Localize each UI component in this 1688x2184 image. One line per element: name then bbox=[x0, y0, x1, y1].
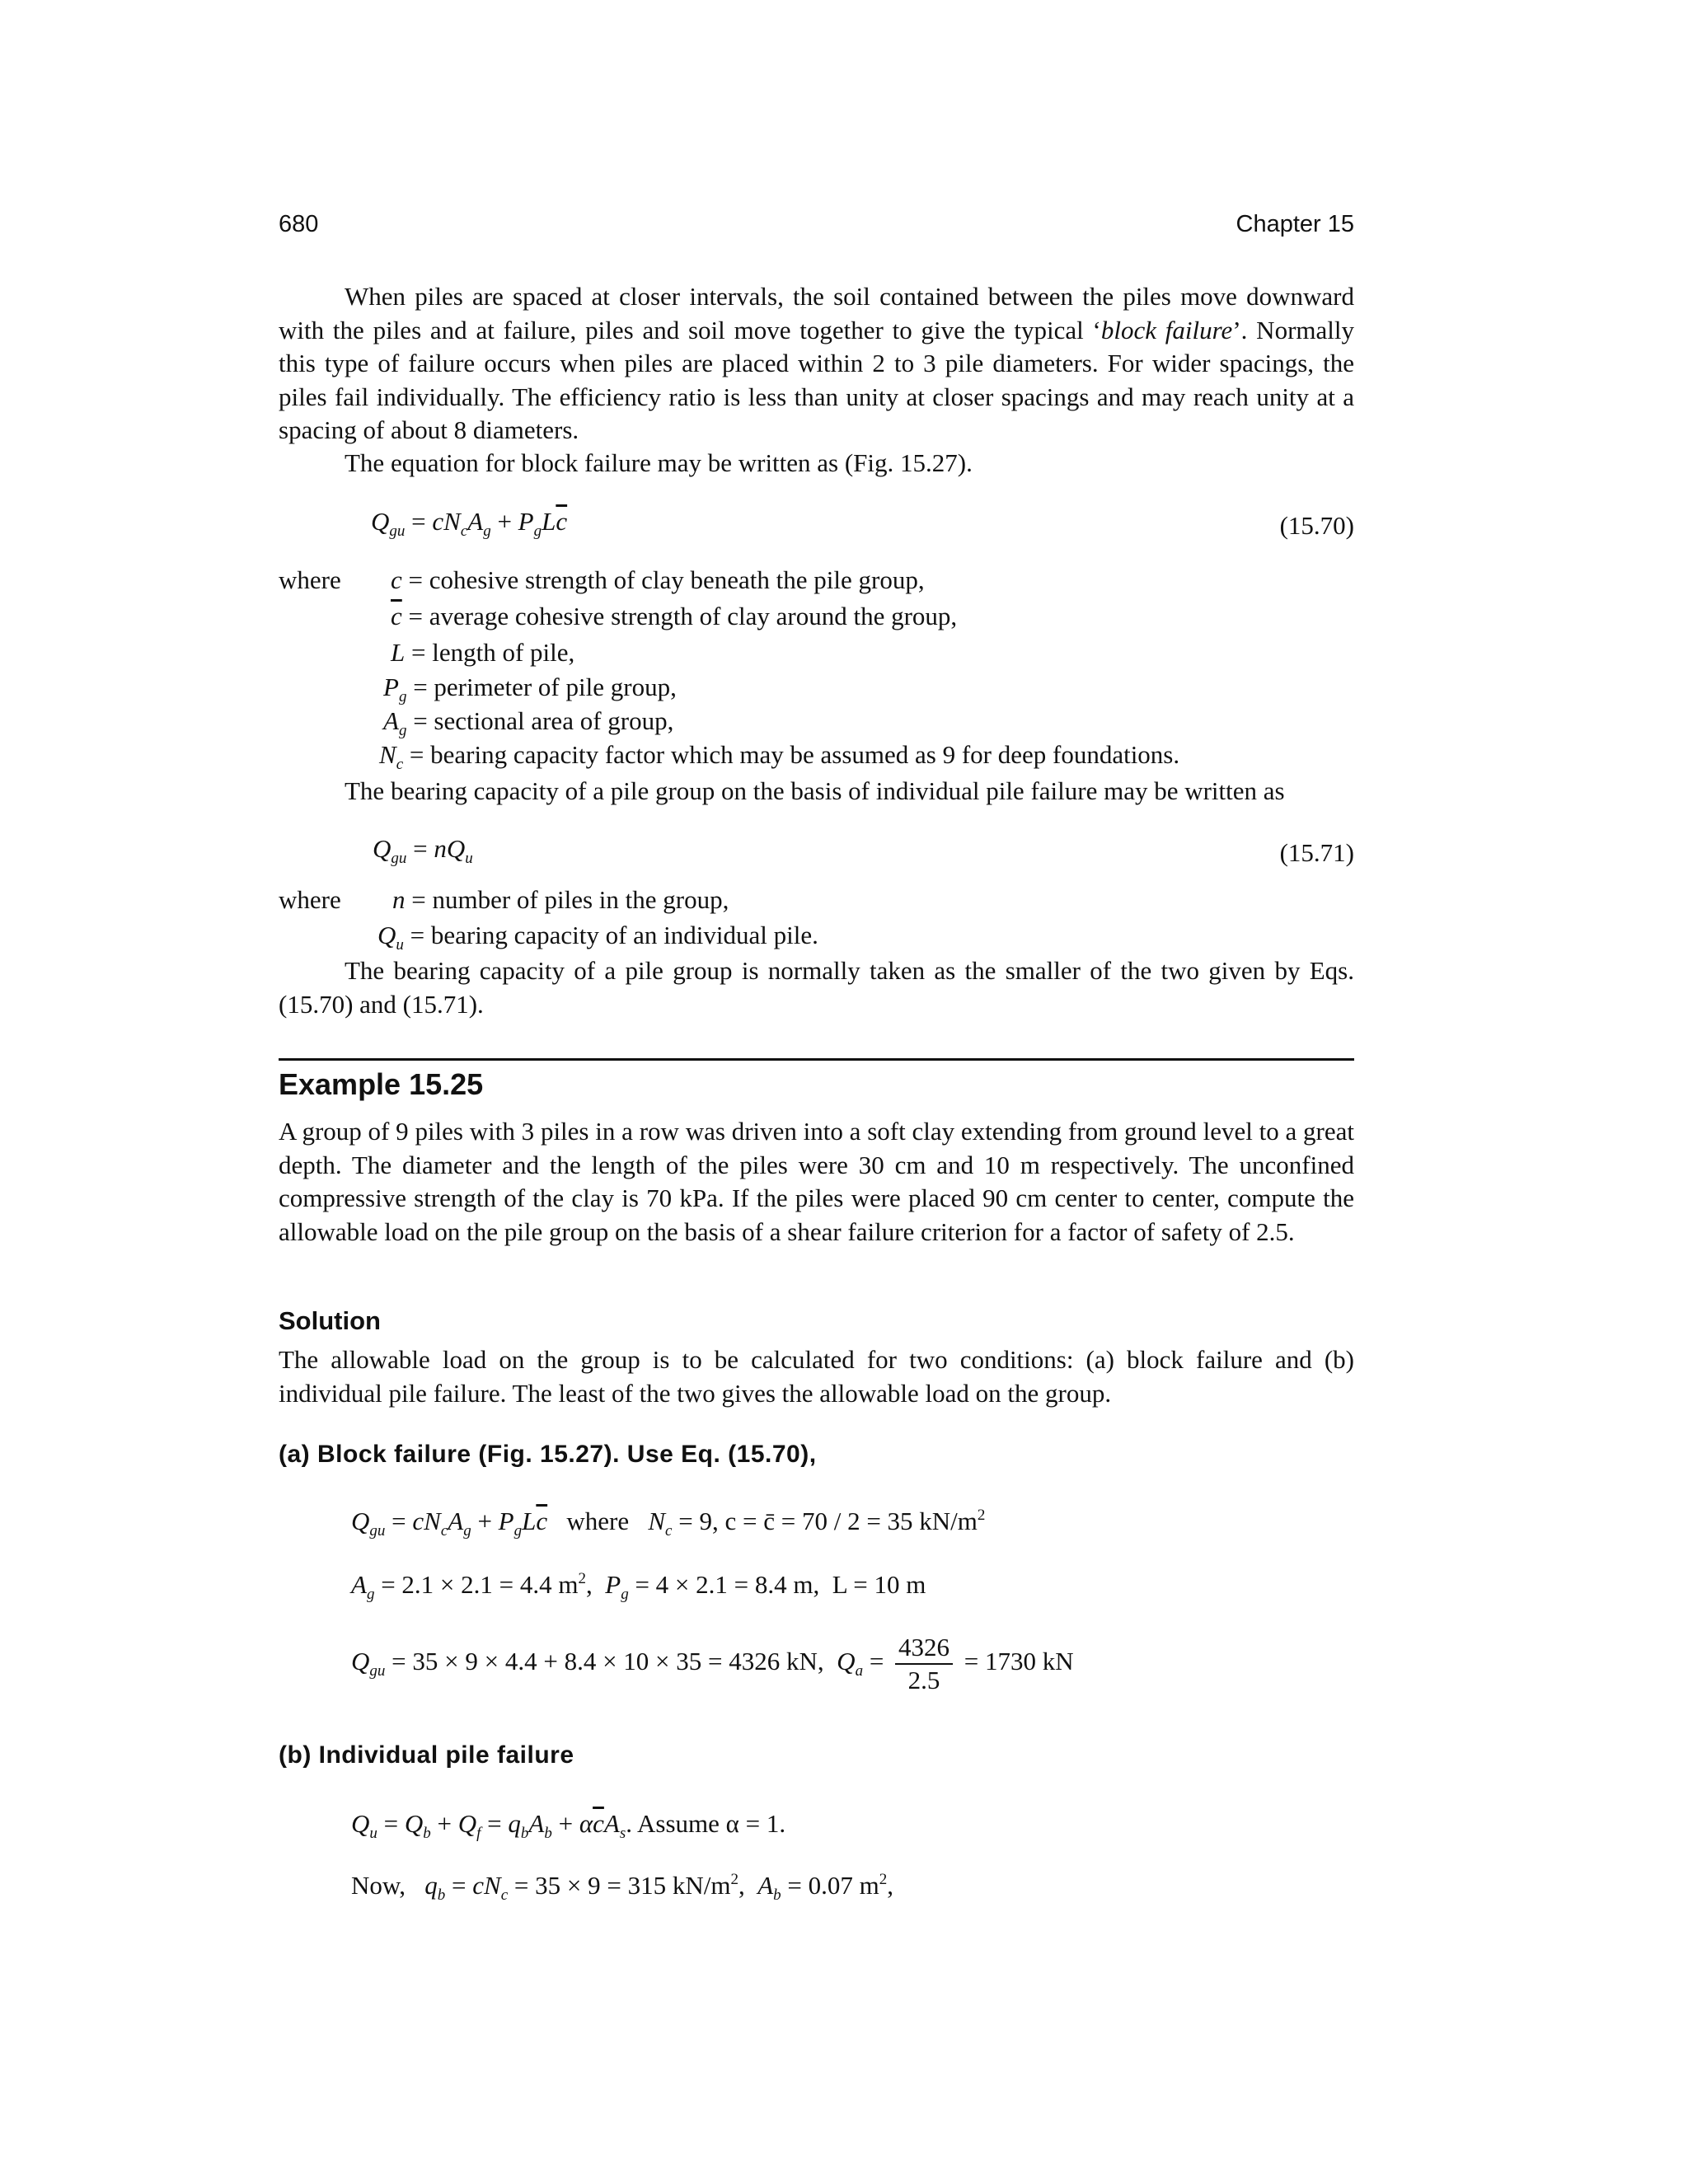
allowable-fraction: $\frac{4326}{2.5}$ bbox=[895, 1632, 953, 1696]
section-rule bbox=[279, 1058, 1354, 1061]
page-number: 680 bbox=[279, 211, 319, 237]
definition-c-bar: $\overline{c}$ = average cohesive strength of clay around the group, bbox=[391, 602, 958, 630]
individual-capacity-equation: $Q_u = Q_b + Q_f = q_bA_b + \alpha\overline{c}A_s$. Assume α = 1. bbox=[351, 1809, 786, 1842]
definition-qu: $Q_u$ = bearing capacity of an individual pile. bbox=[377, 921, 818, 954]
equation-number: (15.70) bbox=[1279, 511, 1354, 540]
where-label: where bbox=[279, 565, 341, 594]
block-capacity-line: $Q_{gu} = 35 \times 9 \times 4.4 + 8.4 \times 10 \times 35 = 4326$ kN, $Q_a$ = $\frac{4326}{2.5}$ = 1730 kN bbox=[351, 1633, 1074, 1694]
definition-ag: $A_g$ = sectional area of group, bbox=[383, 706, 674, 739]
example-text: A group of 9 piles with 3 piles in a row was driven into a soft clay extending from ground level to a great depth. The diameter and the length of the piles were 30 cm and 10 m respectively. The unconfined compressive strength of the clay is 70 kPa. If the piles were placed 90 cm center to center, compute the allowable load on the pile group on the basis of a shear failure criterion for a factor of safety of 2.5. bbox=[279, 1117, 1354, 1246]
equation-number-2: (15.71) bbox=[1279, 838, 1354, 867]
solution-title: Solution bbox=[279, 1306, 381, 1335]
definition-pg: $P_g$ = perimeter of pile group, bbox=[383, 673, 677, 705]
block-failure-equation: $Q_{gu} = cN_cA_g + P_gL\overline{c}$ where $N_c = 9$, c = c̄ = 70 / 2 = 35 $kN/m^2$ bbox=[351, 1507, 986, 1540]
area-perimeter-line: $A_g = 2.1 \times 2.1 = 4.4$ $m^2$, $P_g = 4 \times 2.1 = 8.4$ m, L = 10 m bbox=[351, 1570, 926, 1603]
intro-paragraph: When piles are spaced at closer intervals, the soil contained between the piles move downward with the piles and at failure, piles and soil move together to give the typical ‘block failure’. Normally this type of failure occurs when piles are placed within 2 to 3 pile diameters. For wider spacings, the piles fail individually. The efficiency ratio is less than unity at closer spacings and may reach unity at a spacing of about 8 diameters. bbox=[279, 282, 1354, 444]
solution-text: The allowable load on the group is to be calculated for two conditions: (a) block failure and (b) individual pile failure. The least of the two gives the allowable load on the group. bbox=[279, 1345, 1354, 1408]
equation-15-70: $Q_{gu} = cN_cA_g + P_gL\overline{c}$ bbox=[371, 507, 568, 540]
paragraph-individual: The bearing capacity of a pile group on the basis of individual pile failure may be written as bbox=[345, 776, 1285, 805]
paragraph-smaller: The bearing capacity of a pile group is normally taken as the smaller of the two given by Eqs. (15.70) and (15.71). bbox=[279, 956, 1354, 1019]
base-resistance-line: Now, $q_b = cN_c = 35 \times 9 = 315$ $kN/m^2$, $A_b = 0.07$ $m^2$, bbox=[351, 1871, 893, 1904]
part-a-heading: (a) Block failure (Fig. 15.27). Use Eq. (15.70), bbox=[279, 1441, 817, 1468]
definition-nc: $N_c$ = bearing capacity factor which may be assumed as 9 for deep foundations. bbox=[379, 740, 1180, 773]
definition-l: L = length of pile, bbox=[391, 638, 575, 667]
part-b-heading: (b) Individual pile failure bbox=[279, 1741, 574, 1769]
where-label-2: where bbox=[279, 885, 341, 914]
chapter-header: Chapter 15 bbox=[1236, 211, 1354, 237]
definition-c: c = cohesive strength of clay beneath the pile group, bbox=[391, 565, 925, 594]
intro-paragraph-2: The equation for block failure may be written as (Fig. 15.27). bbox=[345, 448, 973, 477]
equation-15-71: $Q_{gu} = nQ_u$ bbox=[373, 834, 473, 867]
definition-n: n = number of piles in the group, bbox=[392, 885, 729, 914]
example-title: Example 15.25 bbox=[279, 1067, 484, 1101]
